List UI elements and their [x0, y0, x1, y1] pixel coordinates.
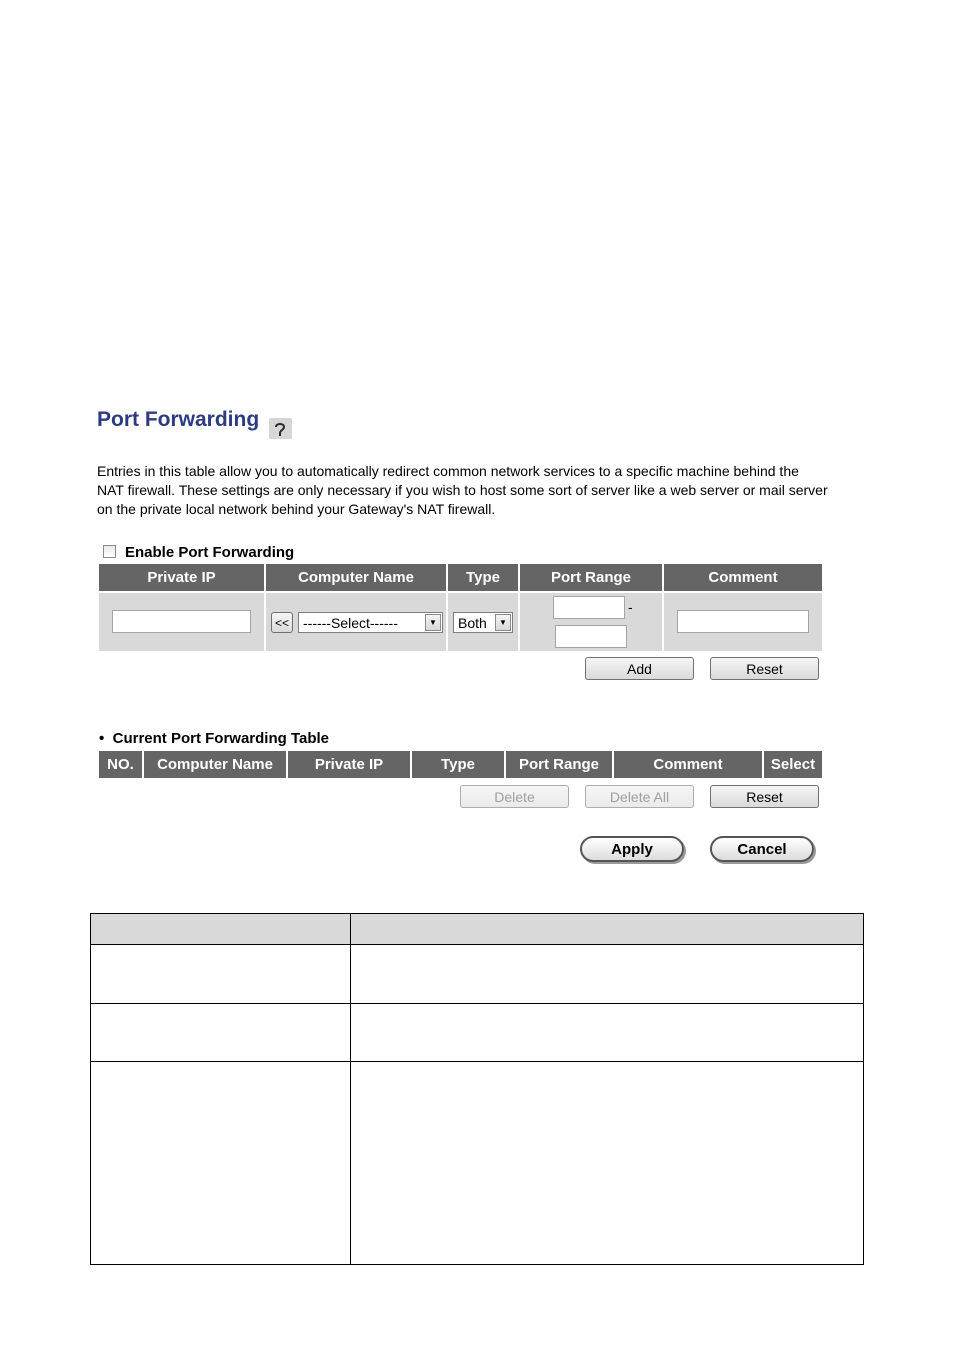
- current-table-title: [99, 730, 329, 747]
- reset-entry-button[interactable]: Reset: [710, 657, 819, 680]
- computer-name-select-value: ------Select------: [303, 614, 398, 631]
- reset-table-button[interactable]: Reset: [710, 785, 819, 808]
- port-start-input[interactable]: [553, 596, 625, 619]
- current-table-title-text: Current Port Forwarding Table: [112, 730, 330, 747]
- table-divider: [91, 1061, 863, 1062]
- port-end-input[interactable]: [555, 625, 627, 648]
- help-glyph-icon: [273, 421, 289, 437]
- port-range-separator: -: [628, 599, 633, 615]
- bullet: •: [99, 730, 105, 747]
- page-description: [97, 462, 867, 519]
- header-computer-name: Computer Name: [266, 564, 446, 591]
- description-table-header: [91, 914, 863, 944]
- table-divider: [91, 1003, 863, 1004]
- col-select: Select: [764, 751, 822, 778]
- enable-port-forwarding-checkbox[interactable]: [103, 545, 116, 558]
- delete-button[interactable]: Delete: [460, 785, 569, 808]
- col-no: NO.: [99, 751, 142, 778]
- table-column-divider: [350, 914, 351, 1264]
- chevron-down-icon: ▼: [425, 614, 441, 631]
- description-line: on the private local network behind your Gateway's NAT firewall.: [97, 501, 496, 517]
- computer-name-select[interactable]: [298, 612, 443, 633]
- type-select-value: Both: [458, 614, 487, 631]
- page-title: Port Forwarding: [97, 408, 260, 431]
- description-table: [90, 913, 864, 1265]
- description-line: Entries in this table allow you to automatically redirect common network services to a specific machine behind the: [97, 463, 799, 479]
- header-port-range: Port Range: [520, 564, 662, 591]
- type-select[interactable]: [453, 612, 513, 633]
- add-button[interactable]: Add: [585, 657, 694, 680]
- private-ip-input[interactable]: [112, 610, 251, 633]
- cancel-button[interactable]: Cancel: [710, 836, 814, 862]
- col-comment: Comment: [614, 751, 762, 778]
- header-type: Type: [448, 564, 518, 591]
- col-port-range: Port Range: [506, 751, 612, 778]
- col-private-ip: Private IP: [288, 751, 410, 778]
- table-divider: [91, 944, 863, 945]
- comment-input[interactable]: [677, 610, 809, 633]
- header-private-ip: Private IP: [99, 564, 264, 591]
- header-comment: Comment: [664, 564, 822, 591]
- delete-all-button[interactable]: Delete All: [585, 785, 694, 808]
- col-computer-name: Computer Name: [144, 751, 286, 778]
- copy-computer-name-button[interactable]: <<: [271, 612, 293, 633]
- enable-port-forwarding-label: Enable Port Forwarding: [125, 544, 295, 561]
- chevron-down-icon: ▼: [495, 614, 511, 631]
- col-type: Type: [412, 751, 504, 778]
- apply-button[interactable]: Apply: [580, 836, 684, 862]
- help-icon[interactable]: [269, 418, 292, 439]
- description-line: NAT firewall. These settings are only necessary if you wish to host some sort of server like a web server or mail server: [97, 482, 828, 498]
